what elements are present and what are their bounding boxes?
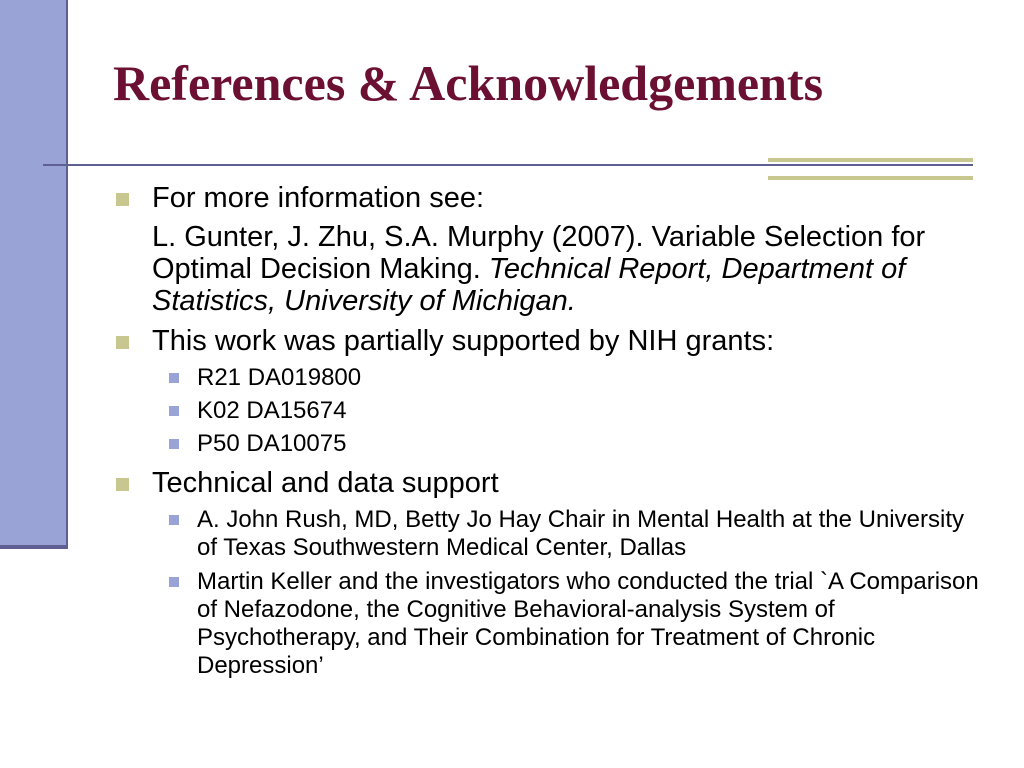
sub-bullet-item [116,430,986,457]
sub-bullet-item [116,397,986,424]
grant-number: R21 DA019800 [197,364,362,391]
square-bullet-icon [116,478,129,491]
acknowledgement-text: Martin Keller and the investigators who conducted the trial `A Comparison of Nefazodone, the Cognitive Behavioral-analysis System of Psychotherapy, and Their Combination for Treatment of Chronic Depression’ [197,568,979,679]
side-bar-decoration [0,0,66,545]
grant-number: P50 DA10075 [197,430,347,457]
accent-line [768,158,973,162]
reference-citation [116,221,986,317]
accent-line [768,176,973,180]
square-bullet-icon [116,336,129,349]
bullet-text: This work was partially supported by NIH grants: [152,325,775,357]
bullet-item [116,182,986,215]
sub-bullet-item [116,506,986,562]
square-bullet-icon [169,406,179,416]
grant-number: K02 DA15674 [197,397,347,424]
bullet-text: Technical and data support [152,467,499,499]
bullet-text: For more information see: [152,182,485,214]
acknowledgement-text: A. John Rush, MD, Betty Jo Hay Chair in Mental Health at the University of Texas Southwestern Medical Center, Dallas [197,506,964,561]
square-bullet-icon [116,193,129,206]
sub-bullet-item [116,568,986,680]
citation-source: Technical Report, Department of Statistics, University of Michigan. [152,253,906,317]
slide-title: References & Acknowledgements [113,55,824,111]
citation-authors-title: L. Gunter, J. Zhu, S.A. Murphy (2007). Variable Selection for Optimal Decision Making. [152,221,926,285]
square-bullet-icon [169,439,179,449]
side-bar-bottom-decoration [0,545,68,549]
slide-body [116,182,986,686]
sub-bullet-item [116,364,986,391]
square-bullet-icon [169,515,179,525]
accent-bar-decoration [768,158,973,180]
square-bullet-icon [169,373,179,383]
side-bar-edge-decoration [66,0,68,549]
bullet-item [116,467,986,500]
square-bullet-icon [169,577,179,587]
bullet-item [116,325,986,358]
